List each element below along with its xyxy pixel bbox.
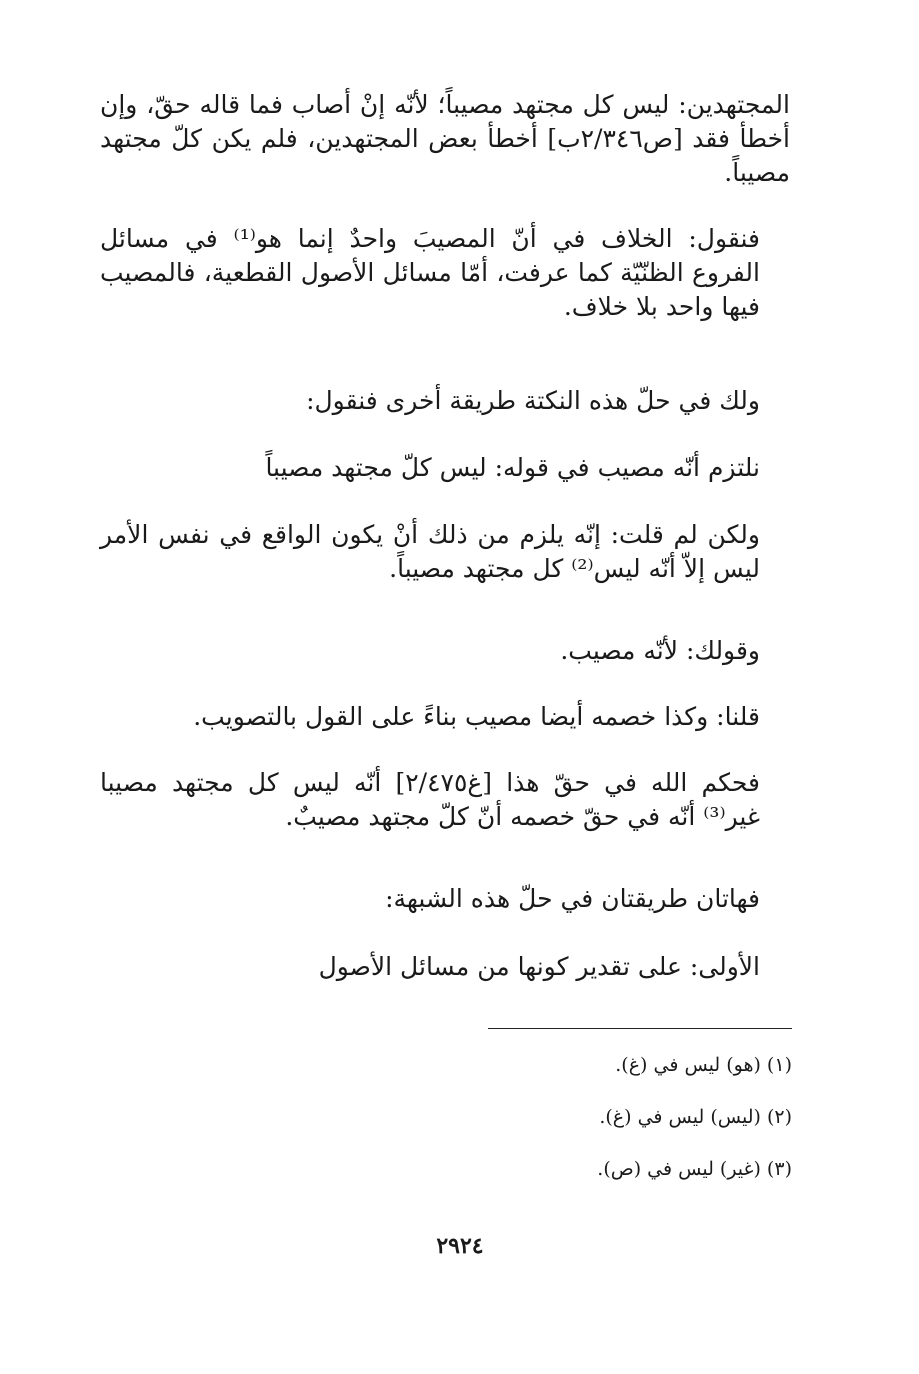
paragraph-5 <box>100 518 790 586</box>
paragraph-9 <box>100 882 790 916</box>
paragraph-text: ولكن لم قلت: إنّه يلزم من ذلك أنْ يكون الواقع في نفس الأمر ليس إلاّ أنّه ليس⁽²⁾ كل مجتهد مصيباً. <box>100 520 760 583</box>
footnotes <box>400 1052 792 1208</box>
page-number: ٢٩٢٤ <box>436 1233 484 1259</box>
footnote-1: (١) (هو) ليس في (غ). <box>615 1054 792 1076</box>
paragraph-text: المجتهدين: ليس كل مجتهد مصيباً؛ لأنّه إنْ أصاب فما قاله حقّ، وإن أخطأ فقد [ص٢/٣٤٦ب] أخطأ بعض المجتهدين، فلم يكن كلّ مجتهد مصيباً. <box>100 90 790 187</box>
footnote-2: (٢) (ليس) ليس في (غ). <box>599 1106 792 1128</box>
footnote-divider <box>488 1028 792 1029</box>
paragraph-2 <box>100 222 790 324</box>
paragraph-text: فحكم الله في حقّ هذا [غ٢/٤٧٥] أنّه ليس كل مجتهد مصيبا غير⁽³⁾ أنّه في حقّ خصمه أنّ كلّ مجتهد مصيبٌ. <box>100 768 760 831</box>
paragraph-4 <box>100 451 790 485</box>
paragraph-8 <box>100 766 790 834</box>
paragraph-3 <box>100 384 790 418</box>
paragraph-7 <box>100 700 790 734</box>
paragraph-text: قلنا: وكذا خصمه أيضا مصيب بناءً على القول بالتصويب. <box>193 702 760 731</box>
paragraph-10 <box>100 950 790 984</box>
paragraph-text: وقولك: لأنّه مصيب. <box>560 636 760 665</box>
paragraph-text: فهاتان طريقتان في حلّ هذه الشبهة: <box>385 884 760 913</box>
paragraph-text: فنقول: الخلاف في أنّ المصيبَ واحدٌ إنما هو⁽¹⁾ في مسائل الفروع الظنّيّة كما عرفت، أمّا مسائل الأصول القطعية، فالمصيب فيها واحد بلا خلاف. <box>100 224 760 321</box>
paragraph-1 <box>100 88 790 190</box>
paragraph-text: نلتزم أنّه مصيب في قوله: ليس كلّ مجتهد مصيباً <box>265 453 760 482</box>
paragraph-text: الأولى: على تقدير كونها من مسائل الأصول <box>318 952 760 981</box>
footnote-3: (٣) (غير) ليس في (ص). <box>597 1158 792 1180</box>
paragraph-text: ولك في حلّ هذه النكتة طريقة أخرى فنقول: <box>306 386 760 415</box>
paragraph-6 <box>100 634 790 668</box>
